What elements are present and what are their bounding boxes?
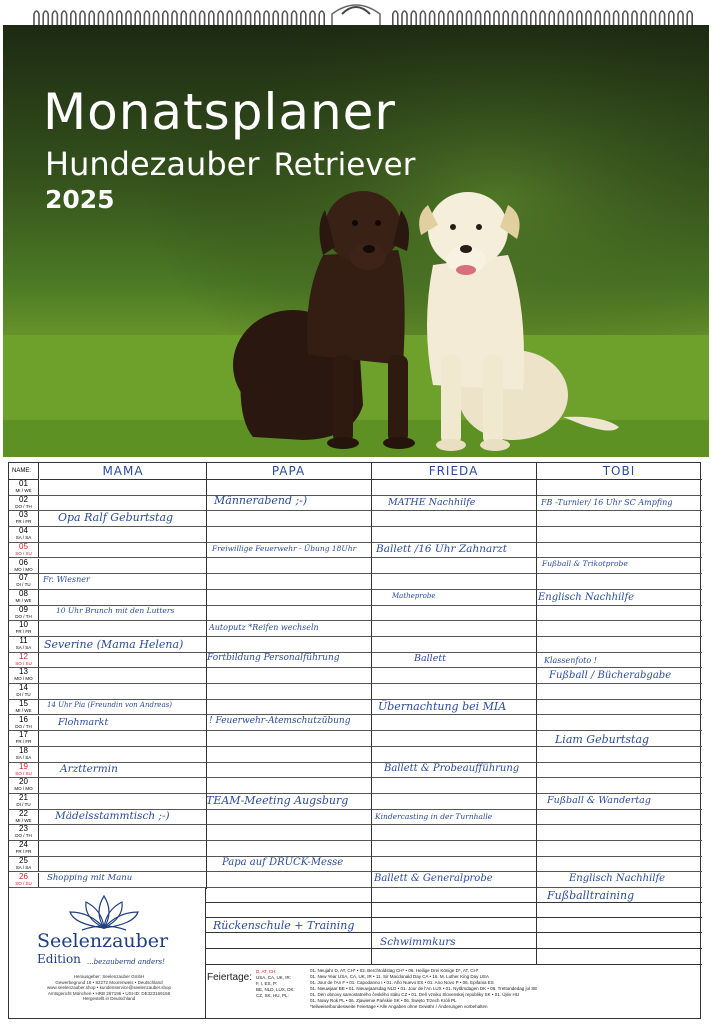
note: Opa Ralf Geburtstag bbox=[58, 511, 174, 524]
day-cell bbox=[9, 668, 39, 683]
note: Ballett & Probeaufführung bbox=[384, 763, 520, 774]
day-cell bbox=[9, 511, 39, 526]
note: 10 Uhr Brunch mit den Lutters bbox=[56, 606, 175, 615]
holiday-code: BE, NLD, LUX, DK: bbox=[256, 987, 295, 992]
day-number: 07 bbox=[19, 573, 28, 583]
subtitle-retriever: Retriever bbox=[273, 147, 416, 183]
column-divider bbox=[371, 463, 372, 889]
column-header-papa: PAPA bbox=[206, 463, 371, 480]
day-number: 20 bbox=[19, 777, 28, 787]
holidays-label: Feiertage: bbox=[207, 972, 253, 983]
weekday-label: SA / SA bbox=[15, 754, 32, 760]
holiday-line: 01. New Year USA, CA, UK, IR • 11. Sir Macdonald Day CA • 16. M. Luther King Day USA bbox=[310, 974, 489, 979]
day-cell bbox=[9, 574, 39, 589]
day-cell bbox=[9, 873, 39, 888]
note: Freiwillige Feuerwehr - Übung 18Uhr bbox=[212, 544, 357, 553]
day-cell bbox=[9, 716, 39, 731]
day-number: 12 bbox=[19, 651, 28, 661]
holiday-line: *teilweise/bundesweite Feiertage • Alle Angaben ohne Gewähr / Änderungen vorbehalten bbox=[310, 1004, 488, 1009]
note: Englisch Nachhilfe bbox=[538, 592, 635, 603]
note: Kindercasting in der Turnhalle bbox=[375, 812, 493, 821]
weekday-label: FR / FR bbox=[15, 519, 32, 525]
day-cell bbox=[9, 857, 39, 872]
day-row bbox=[9, 480, 702, 496]
day-cell bbox=[9, 496, 39, 511]
cover-photo bbox=[3, 25, 709, 457]
day-cell bbox=[9, 731, 39, 746]
day-number: 02 bbox=[19, 494, 28, 504]
day-number: 26 bbox=[19, 871, 28, 881]
weekday-label: SO / SU bbox=[15, 660, 32, 666]
weekday-label: SO / SU bbox=[15, 880, 32, 886]
weekday-label: DO / TH bbox=[15, 833, 32, 839]
note: Fußball & Wandertag bbox=[547, 795, 651, 806]
weekday-label: MI / WE bbox=[15, 707, 32, 713]
weekday-label: DI / TU bbox=[16, 802, 31, 807]
imprint-line: Gewerbegrund 18 • 82272 Moorenweis • Deutschland bbox=[55, 979, 163, 985]
holiday-code: F, I, ES, P: bbox=[256, 981, 278, 986]
day-cell bbox=[9, 778, 39, 793]
day-number: 11 bbox=[19, 636, 28, 645]
weekday-label: MI / WE bbox=[15, 488, 32, 493]
day-number: 03 bbox=[19, 510, 28, 520]
day-number: 13 bbox=[19, 667, 28, 677]
column-divider bbox=[371, 888, 372, 964]
note: MATHE Nachhilfe bbox=[388, 497, 476, 508]
day-row bbox=[9, 716, 702, 732]
day-number: 10 bbox=[19, 620, 28, 630]
imprint-line: www.seelenzauber.shop • kundenservice@seelenzauber.shop bbox=[47, 985, 171, 990]
row-line bbox=[206, 964, 702, 965]
weekday-label: FR / FR bbox=[15, 739, 32, 745]
day-cell bbox=[9, 590, 39, 605]
note: Englisch Nachhilfe bbox=[569, 873, 666, 884]
weekday-label: MI / WE bbox=[15, 597, 32, 603]
holiday-code: CZ, SK, HU, PL: bbox=[256, 993, 289, 998]
day-number: 15 bbox=[19, 698, 28, 708]
column-header-frieda: FRIEDA bbox=[371, 463, 536, 480]
day-cell bbox=[9, 637, 39, 652]
weekday-label: DO / TH bbox=[15, 613, 32, 619]
note: Shopping mit Manu bbox=[47, 873, 133, 883]
day-cell bbox=[9, 543, 39, 558]
note: Schwimmkurs bbox=[380, 936, 456, 948]
day-number: 19 bbox=[19, 761, 28, 771]
holiday-line: 01. Neujahr D, AT, CH* • 02. Berchtoldstag CH* • 06. Heilige Drei Könige D*, AT, CH* bbox=[310, 968, 479, 973]
day-cell bbox=[9, 606, 39, 621]
day-cell bbox=[9, 794, 39, 809]
calendar-subtitle bbox=[45, 145, 415, 183]
row-line bbox=[206, 948, 702, 949]
day-number: 24 bbox=[19, 840, 28, 850]
weekday-label: SO / SU bbox=[15, 770, 32, 776]
day-cell bbox=[9, 841, 39, 856]
day-number: 22 bbox=[19, 808, 28, 818]
weekday-label: DO / TH bbox=[15, 723, 32, 729]
day-number: 09 bbox=[19, 604, 28, 614]
day-row bbox=[9, 747, 702, 763]
note: Liam Geburtstag bbox=[555, 733, 650, 746]
day-cell bbox=[9, 825, 39, 840]
note: Ballett & Generalprobe bbox=[374, 873, 493, 884]
note: Fußball & Trikotprobe bbox=[542, 559, 628, 568]
column-divider bbox=[536, 888, 537, 964]
holiday-code: D, AT, CH: bbox=[256, 969, 277, 974]
note: Autoputz *Reifen wechseln bbox=[209, 623, 319, 632]
holiday-line: 01. Jour de l'An F • 01. Capodanno I • 01. Año Nuevo ES • 01. Ano Novo P • 06. Epifania ES bbox=[310, 980, 494, 985]
weekday-label: FR / FR bbox=[15, 849, 32, 855]
day-cell bbox=[9, 747, 39, 762]
day-number: 01 bbox=[19, 479, 28, 488]
calendar-year: 2025 bbox=[45, 185, 115, 214]
weekday-label: MO / MO bbox=[14, 566, 33, 572]
day-number: 23 bbox=[19, 824, 28, 834]
weekday-label: MO / MO bbox=[14, 786, 33, 792]
day-cell bbox=[9, 559, 39, 574]
day-cell bbox=[9, 527, 39, 542]
column-divider bbox=[206, 463, 207, 889]
lotus-logo-icon bbox=[64, 892, 144, 932]
calendar-title: Monatsplaner bbox=[43, 83, 396, 141]
brand-tagline: ...bezaubernd anders! bbox=[87, 958, 165, 966]
publisher-block bbox=[9, 888, 206, 1019]
imprint-line: Amtsgericht München • HRB 267196 • USt-ID: DE323169158 bbox=[47, 990, 171, 996]
note: Fußball / Bücherabgabe bbox=[549, 670, 672, 681]
note: Mädelsstammtisch ;-) bbox=[55, 810, 170, 822]
day-number: 14 bbox=[19, 683, 28, 693]
subtitle-hundezauber: Hundezauber bbox=[45, 145, 260, 183]
row-line bbox=[206, 932, 702, 933]
day-row bbox=[9, 527, 702, 543]
note: Flohmarkt bbox=[58, 717, 109, 728]
column-header-tobi: TOBI bbox=[536, 463, 702, 480]
day-number: 08 bbox=[19, 588, 28, 598]
day-row bbox=[9, 778, 702, 794]
note: Ballett /16 Uhr Zahnarzt bbox=[376, 543, 507, 555]
imprint-line: Herausgeber: Seelenzauber GmbH bbox=[73, 974, 145, 979]
note: Fortbildung Personalführung bbox=[207, 653, 340, 663]
day-number: 06 bbox=[19, 557, 28, 567]
day-row bbox=[9, 825, 702, 841]
day-row bbox=[9, 653, 702, 669]
weekday-label: FR / FR bbox=[15, 629, 32, 635]
weekday-label: SA / SA bbox=[15, 535, 32, 541]
weekday-label: DI / TU bbox=[16, 582, 31, 588]
weekday-label: DO / TH bbox=[15, 503, 32, 509]
note: Ballett bbox=[414, 653, 446, 664]
day-number: 05 bbox=[19, 541, 28, 551]
note: Fr. Wiesner bbox=[43, 575, 90, 584]
weekday-label: MO / MO bbox=[14, 676, 33, 682]
weekday-label: SA / SA bbox=[15, 864, 32, 870]
day-cell bbox=[9, 763, 39, 778]
note: Übernachtung bei MIA bbox=[378, 700, 507, 713]
day-cell bbox=[9, 653, 39, 668]
day-row bbox=[9, 684, 702, 700]
holiday-line: 01. Nieuwjaar BE • 01. Nieuwjaarsdag NLD • 01. Jour de l'An LUX • 01. Nytårsdagen DK • 06. Trettondedag jul SE bbox=[310, 986, 538, 991]
day-number: 25 bbox=[19, 855, 28, 865]
note: Klassenfoto ! bbox=[544, 656, 597, 665]
day-row bbox=[9, 621, 702, 637]
row-line bbox=[206, 917, 702, 918]
day-cell bbox=[9, 480, 39, 495]
column-header-mama: MAMA bbox=[40, 463, 206, 480]
day-number: 04 bbox=[19, 526, 28, 536]
note: Fußballtraining bbox=[547, 889, 635, 902]
imprint bbox=[29, 974, 189, 1002]
note: Arzttermin bbox=[60, 763, 118, 775]
holiday-list bbox=[310, 968, 700, 1010]
holiday-country-codes bbox=[256, 969, 296, 999]
day-cell bbox=[9, 621, 39, 636]
weekday-label: SO / SU bbox=[15, 550, 32, 556]
column-divider bbox=[536, 463, 537, 889]
day-row bbox=[9, 857, 702, 873]
note: Rückenschule + Training bbox=[213, 919, 355, 932]
day-row bbox=[9, 574, 702, 590]
weekday-label: MI / WE bbox=[15, 817, 32, 823]
day-number: 16 bbox=[19, 714, 28, 724]
imprint-line: Hergestellt in Deutschland bbox=[82, 996, 136, 1001]
weekday-label: SA / SA bbox=[15, 645, 32, 650]
day-cell bbox=[9, 810, 39, 825]
note: 14 Uhr Pia (Freundin von Andreas) bbox=[47, 701, 172, 709]
day-number: 18 bbox=[19, 745, 28, 755]
brand-name: Seelenzauber bbox=[37, 930, 169, 952]
holiday-code: USA, CA, UK, IR: bbox=[256, 975, 292, 980]
note: Matheprobe bbox=[392, 592, 436, 600]
row-line bbox=[206, 902, 702, 903]
holiday-line: 01. Nowy Rok PL • 06. Zjawienie Pańskie SK • 06. Święto Trzech Króli PL bbox=[310, 998, 457, 1003]
note: Papa auf DRUCK-Messe bbox=[222, 857, 344, 868]
weekday-label: DI / TU bbox=[16, 692, 31, 698]
holiday-line: 01. Den obnovy samostatného českého státu CZ • 01. Deň vzniku Slovenskej republiky SK • 01. Újév HU bbox=[310, 992, 520, 997]
day-cell bbox=[9, 700, 39, 715]
brand-edition: Edition bbox=[37, 952, 81, 966]
note: Männerabend ;-) bbox=[214, 494, 308, 507]
note: TEAM-Meeting Augsburg bbox=[206, 794, 349, 807]
day-number: 21 bbox=[19, 793, 28, 802]
note: Severine (Mama Helena) bbox=[44, 638, 184, 651]
day-number: 17 bbox=[19, 730, 28, 740]
note: FB -Turnier/ 16 Uhr SC Ampfing bbox=[541, 498, 673, 507]
name-label: NAME: bbox=[9, 463, 39, 480]
day-cell bbox=[9, 684, 39, 699]
note: ! Feuerwehr-Atemschutzübung bbox=[209, 716, 351, 726]
day-row bbox=[9, 841, 702, 857]
